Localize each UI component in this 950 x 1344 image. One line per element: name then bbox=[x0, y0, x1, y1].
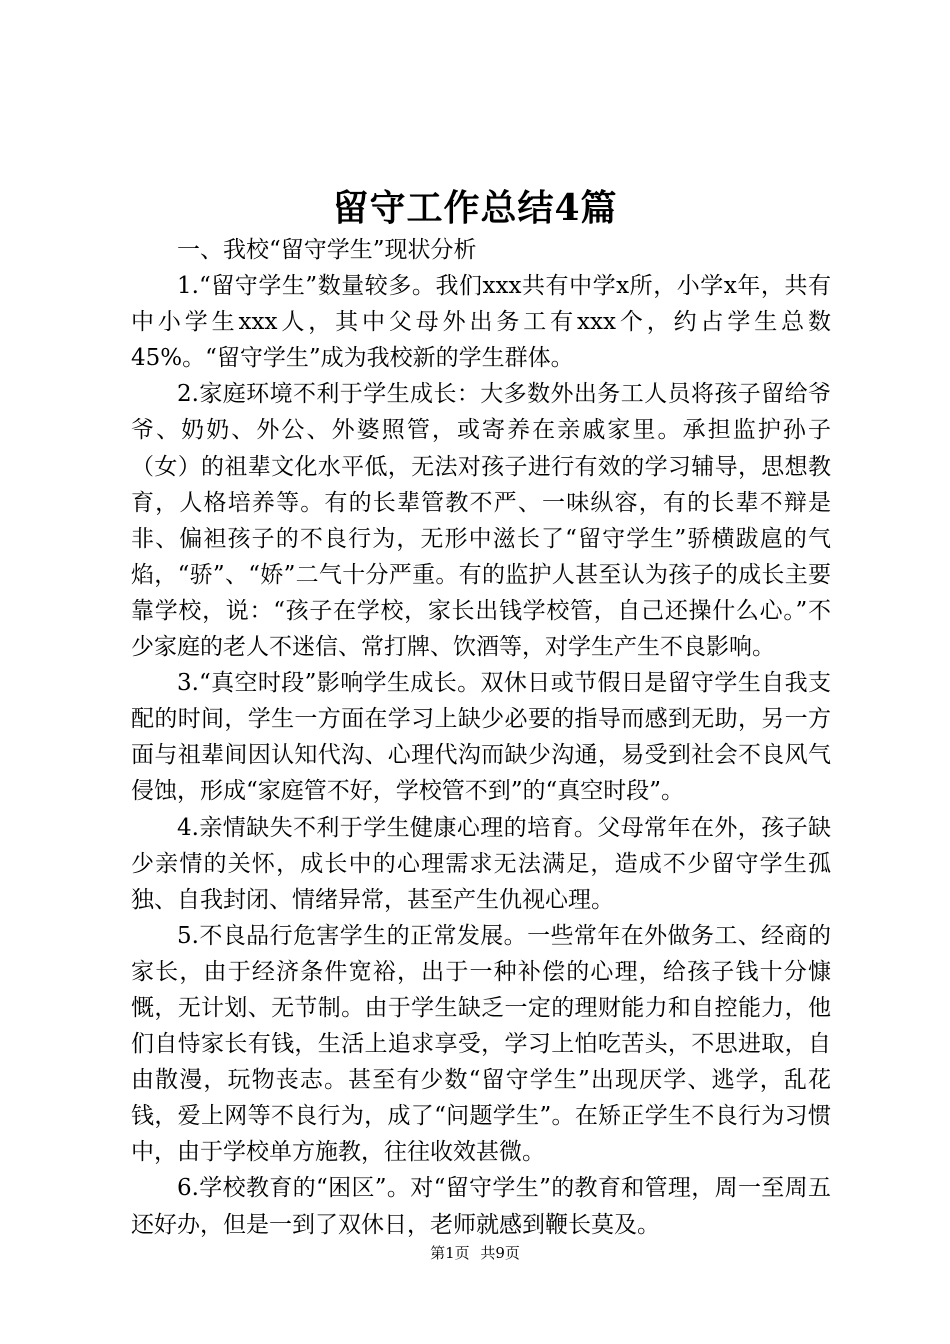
page-total: 共9页 bbox=[480, 1244, 520, 1262]
paragraph-4: 4.亲情缺失不利于学生健康心理的培育。父母常年在外，孩子缺少亲情的关怀，成长中的心理需求无法满足，造成不少留守学生孤独、自我封闭、情绪异常，甚至产生仇视心理。 bbox=[131, 814, 831, 913]
paragraph-6: 6.学校教育的“困区”。对“留守学生”的教育和管理，周一至周五还好办，但是一到了双休日，老师就感到鞭长莫及。 bbox=[131, 1175, 831, 1238]
page-number: 第1页 bbox=[430, 1244, 470, 1262]
document-title: 留守工作总结4篇 bbox=[332, 187, 618, 229]
paragraph-3: 3.“真空时段”影响学生成长。双休日或节假日是留守学生自我支配的时间，学生一方面在学习上缺少必要的指导而感到无助，另一方面与祖辈间因认知代沟、心理代沟而缺少沟通，易受到社会不良风气侵蚀，形成“家庭管不好，学校管不到”的“真空时段”。 bbox=[131, 670, 831, 805]
section-heading: 一、我校“留守学生”现状分析 bbox=[177, 237, 477, 263]
paragraph-2: 2.家庭环境不利于学生成长：大多数外出务工人员将孩子留给爷爷、奶奶、外公、外婆照管，或寄养在亲戚家里。承担监护孙子（女）的祖辈文化水平低，无法对孩子进行有效的学习辅导，思想教育，人格培养等。有的长辈管教不严、一味纵容，有的长辈不辩是非、偏袒孩子的不良行为，无形中滋长了“留守学生”骄横跋扈的气焰，“骄”、“娇”二气十分严重。有的监护人甚至认为孩子的成长主要靠学校，说：“孩子在学校，家长出钱学校管，自己还操什么心。”不少家庭的老人不迷信、常打牌、饮酒等，对学生产生不良影响。 bbox=[131, 381, 831, 661]
page-footer bbox=[0, 1243, 950, 1263]
document-body bbox=[131, 232, 831, 1243]
paragraph-5: 5.不良品行危害学生的正常发展。一些常年在外做务工、经商的家长，由于经济条件宽裕，出于一种补偿的心理，给孩子钱十分慷慨，无计划、无节制。由于学生缺乏一定的理财能力和自控能力，他们自恃家长有钱，生活上追求享受，学习上怕吃苦头，不思进取，自由散漫，玩物丧志。甚至有少数“留守学生”出现厌学、逃学，乱花钱，爱上网等不良行为，成了“问题学生”。在矫正学生不良行为习惯中，由于学校单方施教，往往收效甚微。 bbox=[131, 922, 831, 1166]
paragraph-1: 1.“留守学生”数量较多。我们xxx共有中学x所，小学x年，共有中小学生xxx人，其中父母外出务工有xxx个，约占学生总数45%。“留守学生”成为我校新的学生群体。 bbox=[131, 273, 831, 372]
